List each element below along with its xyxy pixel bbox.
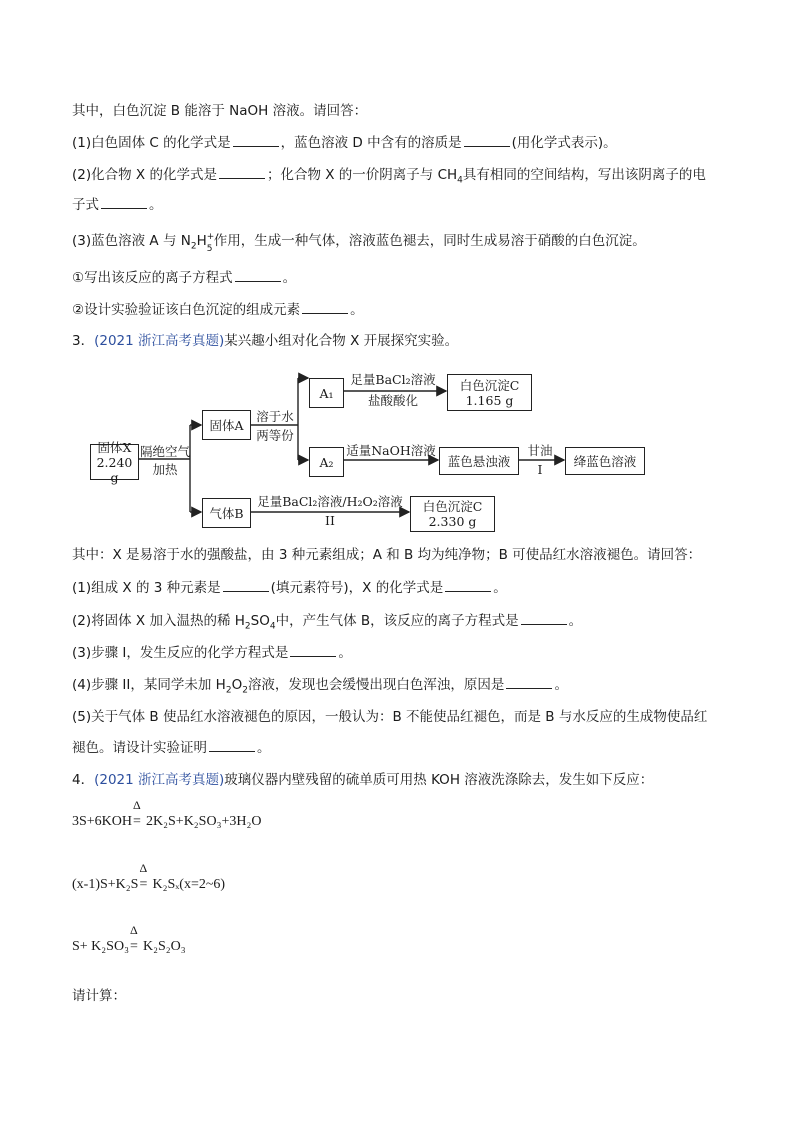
q2-s2-text-a: ②设计实验验证该白色沉淀的组成元素 [72, 302, 301, 318]
heat-equals-sign: Δ = [129, 923, 138, 954]
answer-blank[interactable] [209, 739, 255, 752]
q3-source: (2021 浙江高考真题) [94, 333, 225, 349]
q3-p1-text-c: 。 [493, 580, 507, 596]
q2-p3-text-a: (3)蓝色溶液 A 与 N [72, 233, 191, 249]
gas-b-label: 气体B [209, 505, 244, 521]
a1-box [309, 378, 344, 408]
q3-p2-so: SO [250, 613, 270, 629]
equation-3 [72, 923, 186, 955]
q3-p4-o: O [231, 677, 243, 693]
condition-heat: 加热 [152, 462, 178, 477]
solid-x-mass: 2.240 g [96, 454, 133, 485]
a2-box [309, 447, 344, 477]
q2-p1-text-c: (用化学式表示)。 [511, 135, 617, 151]
q3-part-3 [72, 643, 352, 663]
q3-p1-text-b: (填元素符号)，X 的化学式是 [270, 580, 444, 596]
condition-split: 两等份 [256, 428, 294, 443]
q4-number: 4． [72, 772, 95, 788]
solid-a-box [202, 410, 251, 440]
gas-b-box [202, 498, 251, 528]
eq2-right: K₂Sₓ(x=2~6) [152, 877, 226, 892]
q3-part-5-cont [72, 738, 271, 758]
q3-p2-text-a: (2)将固体 X 加入温热的稀 H [72, 613, 245, 629]
subscript: 2 [244, 621, 251, 632]
eq1-left: 3S+6KOH [72, 814, 133, 829]
a1-label: A₁ [319, 385, 334, 401]
q2-p3-h: H [196, 233, 207, 249]
precipitate-c2-label: 白色沉淀C [422, 499, 483, 514]
solid-a-label: 固体A [209, 417, 244, 433]
condition-dissolve: 溶于水 [256, 409, 294, 424]
q3-number: 3． [72, 333, 95, 349]
superscript: + [206, 232, 215, 242]
condition-iso-air: 隔绝空气 [140, 444, 191, 459]
reagent-glycerol: 甘油 [527, 443, 553, 458]
step-ii-label: II [325, 513, 335, 528]
q2-p2-text-c: 具有相同的空间结构，写出该阴离子的电 [462, 167, 706, 183]
deep-blue-solution-box [565, 447, 645, 475]
answer-blank[interactable] [506, 676, 552, 689]
q2-s1-text-b: 。 [282, 270, 297, 286]
blue-suspension-box [439, 447, 519, 475]
q2-intro: 其中，白色沉淀 B 能溶于 NaOH 溶液。请回答： [72, 103, 368, 119]
q2-s1-text-a: ①写出该反应的离子方程式 [72, 270, 233, 286]
q2-p1-text-a: (1)白色固体 C 的化学式是 [72, 135, 231, 151]
subscript: 2 [225, 685, 232, 696]
q2-p2-text-e: 。 [149, 197, 163, 213]
eq3-right: K₂S₂O₃ [142, 939, 186, 954]
q3-part-4 [72, 675, 568, 701]
q2-s2-text-b: 。 [350, 302, 364, 318]
subscript: 4 [269, 621, 276, 632]
precipitate-c1-mass: 1.165 g [465, 392, 514, 408]
q3-p3-text-a: (3)步骤 I，发生反应的化学方程式是 [72, 645, 289, 661]
heat-equals-sign: Δ = [139, 861, 148, 892]
solid-x-label: 固体X [97, 439, 132, 455]
subscript: 5 [206, 244, 213, 254]
delta-symbol: Δ [129, 923, 138, 937]
q3-p2-text-c: 。 [568, 613, 583, 629]
q3-p5-text-c: 。 [257, 740, 271, 756]
subscript: 4 [457, 175, 463, 186]
q3-intro: 其中：X 是易溶于水的强酸盐，由 3 种元素组成；A 和 B 均为纯净物；B 可使品红水溶液褪色。请回答： [72, 547, 702, 563]
delta-symbol: Δ [139, 861, 148, 875]
q2-p1-text-b: ，蓝色溶液 D 中含有的溶质是 [280, 135, 462, 151]
heat-equals-sign: Δ = [133, 798, 141, 829]
q4-header [72, 770, 653, 790]
q3-p4-text-c: 。 [554, 677, 568, 693]
reagent-naoh: 适量NaOH溶液 [346, 443, 436, 458]
precipitate-c1-label: 白色沉淀C [459, 377, 520, 393]
delta-symbol: Δ [133, 798, 141, 812]
subscript: 2 [190, 241, 197, 252]
step-i-label: I [537, 462, 543, 477]
q3-stem: 某兴趣小组对化合物 X 开展探究实验。 [224, 333, 459, 349]
equation-1 [72, 798, 262, 830]
q2-p2-text-b: ；化合物 X 的一价阴离子与 CH [266, 167, 458, 183]
q3-flow-diagram [0, 0, 794, 540]
precipitate-c2-mass: 2.330 g [428, 514, 477, 529]
q3-p2-text-b: 中，产生气体 B，该反应的离子方程式是 [275, 613, 519, 629]
q4-stem: 玻璃仪器内壁残留的硫单质可用热 KOH 溶液洗涤除去，发生如下反应： [224, 772, 654, 788]
q3-p3-text-b: 。 [338, 645, 352, 661]
blue-suspension-label: 蓝色悬浊液 [447, 453, 511, 469]
q4-calc-prompt: 请计算： [72, 988, 126, 1004]
reagent-bacl2-h2o2: 足量BaCl₂溶液/H₂O₂溶液 [257, 494, 403, 509]
reagent-bacl2: 足量BaCl₂溶液 [350, 372, 436, 387]
equation-2 [72, 861, 226, 893]
q3-p1-text-a: (1)组成 X 的 3 种元素是 [72, 580, 221, 596]
answer-blank[interactable] [521, 612, 567, 625]
q3-p4-text-a: (4)步骤 II，某同学未加 H [72, 677, 226, 693]
a2-label: A₂ [319, 454, 334, 470]
answer-blank[interactable] [223, 579, 269, 592]
eq2-left: (x-1)S+K₂S [72, 877, 139, 892]
q3-part-1 [72, 578, 507, 598]
deep-blue-solution-label: 绛蓝色溶液 [573, 453, 637, 469]
q2-p2-text-a: (2)化合物 X 的化学式是 [72, 167, 217, 183]
q4-source: (2021 浙江高考真题) [94, 772, 225, 788]
q2-p2-text-d: 子式 [72, 197, 99, 213]
answer-blank[interactable] [290, 644, 336, 657]
q3-part-2 [72, 611, 582, 637]
precipitate-c2-box [410, 496, 495, 532]
eq1-right: 2K₂S+K₂SO₃+3H₂O [146, 814, 262, 829]
subscript: 2 [242, 685, 248, 696]
q2-p3-text-b: 作用，生成一种气体，溶液蓝色褪去，同时生成易溶于硝酸的白色沉淀。 [213, 233, 646, 249]
q3-p4-text-b: 溶液，发现也会缓慢出现白色浑浊，原因是 [247, 677, 505, 693]
eq3-left: S+ K₂SO₃ [72, 939, 129, 954]
condition-acidify: 盐酸酸化 [367, 393, 418, 408]
q3-part-5: (5)关于气体 B 使品红水溶液褪色的原因，一般认为：B 不能使品红褪色，而是 B 与水反应的生成物使品红 [72, 709, 708, 725]
precipitate-c1-box [447, 374, 532, 411]
q3-p5-text-b: 褪色。请设计实验证明 [72, 740, 207, 756]
answer-blank[interactable] [445, 579, 491, 592]
solid-x-box [90, 439, 139, 485]
